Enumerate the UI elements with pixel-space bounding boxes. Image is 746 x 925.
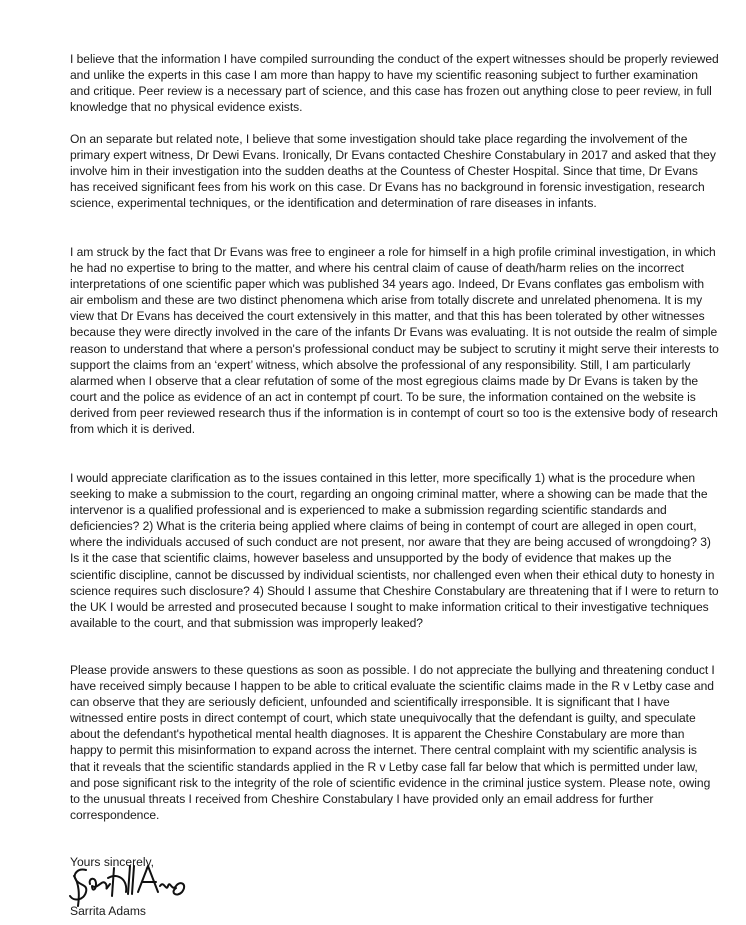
letter-paragraph-peer-review: I believe that the information I have compiled surrounding the conduct of the expert witnesses should be properly reviewed and unlike the experts in this case I am more than happy to have my scientific reasoning subject to further examination and critique. Peer review is a necessary part of science, and this case has frozen out anything close to peer review, in full knowledge that no physical evidence exists. xyxy=(70,52,719,115)
letter-paragraph-expert-conduct: I am struck by the fact that Dr Evans was free to engineer a role for himself in a high profile criminal investigation, in which he had no expertise to bring to the matter, and where his central claim of cause of death/harm relies on the incorrect interpretations of one scientific paper which was published 34 years ago. Indeed, Dr Evans conflates gas embolism with air embolism and these are two distinct phenomena which arise from totally discrete and unrelated phenomena. It is my view that Dr Evans has deceived the court extensively in this matter, and that this has been tolerated by other witnesses because they were directly involved in the care of the infants Dr Evans was evaluating. It is not outside the realm of simple reason to understand that where a person's professional conduct may be subject to scrutiny it might serve their interests to support the claims from an ‘expert’ witness, which absolve the professional of any responsibility. Still, I am particularly alarmed when I observe that a clear refutation of some of the most egregious claims made by Dr Evans is taken by the court and the police as evidence of an act in contempt pf court. To be sure, the information contained on the website is derived from peer reviewed research thus if the information is in contempt of court so too is the extensive body of research from which it is derived. xyxy=(70,245,719,437)
signature-name: Sarrita Adams xyxy=(70,904,146,918)
letter-paragraph-request-answers: Please provide answers to these questions as soon as possible. I do not appreciate the bullying and threatening conduct I have received simply because I happen to be able to critical evaluate the scientific claims made in the R v Letby case and can observe that they are seriously deficient, unfounded and scientifically irresponsible. It is significant that I have witnessed entire posts in direct contempt of court, which state unequivocally that the defendant is guilty, and speculate about the defendant's hypothetical mental health diagnoses. It is apparent the Cheshire Constabulary are more than happy to permit this misinformation to expand across the internet. There central complaint with my scientific analysis is that it reveals that the scientific standards applied in the R v Letby case fall far below that which is permitted under law, and pose significant risk to the integrity of the role of scientific evidence in the criminal justice system. Please note, owing to the unusual threats I received from Cheshire Constabulary I have provided only an email address for further correspondence. xyxy=(70,663,715,822)
handwritten-signature xyxy=(68,862,190,910)
letter-paragraph-dr-evans-involvement: On an separate but related note, I believe that some investigation should take place regarding the involvement of the primary expert witness, Dr Dewi Evans. Ironically, Dr Evans contacted Cheshire Constabulary in 2017 and asked that they involve him in their investigation into the sudden deaths at the Countess of Chester Hospital. Since that time, Dr Evans has received significant fees from his work on this case. Dr Evans has no background in forensic investigation, research science, experimental techniques, or the identification and determination of rare diseases in infants. xyxy=(70,132,716,211)
letter-paragraph-questions: I would appreciate clarification as to the issues contained in this letter, more specifically 1) what is the procedure when seeking to make a submission to the court, regarding an ongoing criminal matter, where a showing can be made that the intervenor is a qualified professional and is experienced to make a submission regarding scientific standards and deficiencies? 2) What is the criteria being applied where claims of being in contempt of court are alleged in open court, where the individuals accused of such conduct are not present, nor aware that they are being accused of wrongdoing? 3) Is it the case that scientific claims, however baseless and unsupported by the body of evidence that makes up the scientific discipline, cannot be discussed by individual scientists, nor challenged even when their ethical duty to honesty in science requires such disclosure? 4) Should I assume that Cheshire Constabulary are threatening that if I were to return to the UK I would be arrested and prosecuted because I sought to make information critical to their investigative techniques available to the court, and that submission was improperly leaked? xyxy=(70,471,719,630)
letter-closing: Yours sincerely, xyxy=(70,855,155,869)
